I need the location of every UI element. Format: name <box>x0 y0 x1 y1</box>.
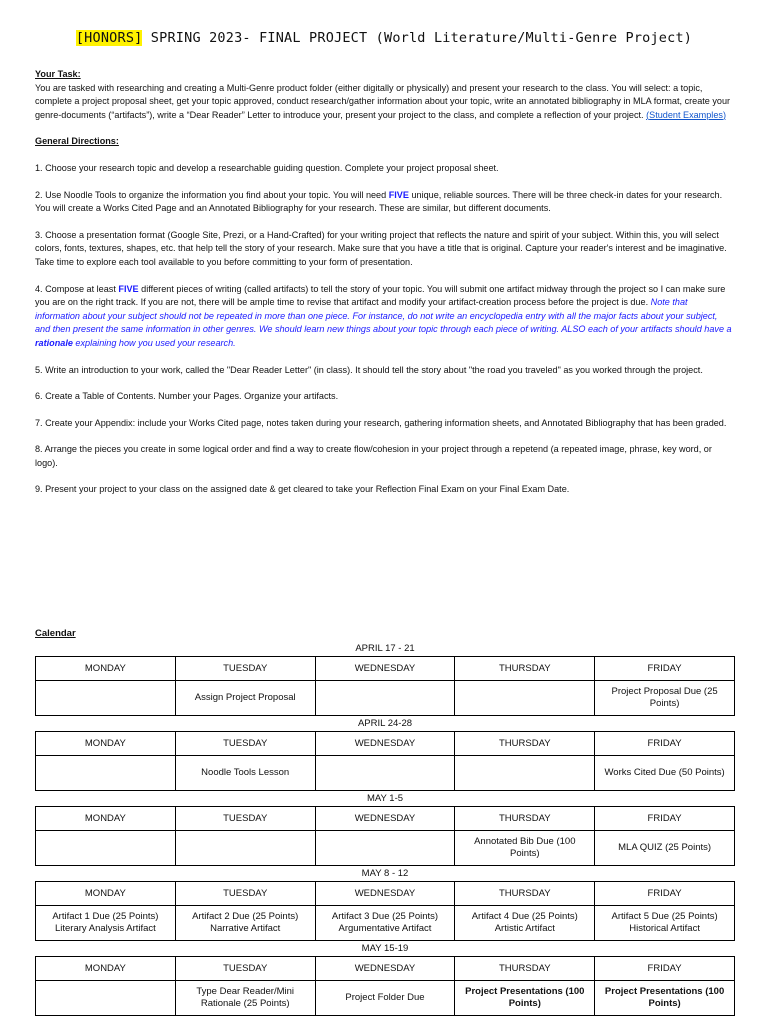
weekday-cell: TUESDAY <box>175 657 315 681</box>
task-heading: Your Task: <box>35 69 81 79</box>
direction-6: 6. Create a Table of Contents. Number your Pages. Organize your artifacts. <box>35 391 339 402</box>
task-row <box>36 756 735 791</box>
task-cell: Project Presentations (100 Points) <box>595 981 735 1016</box>
document-body <box>35 68 733 510</box>
link-open-paren: ( <box>646 109 650 120</box>
task-cell <box>36 756 176 791</box>
link-close-paren: ) <box>722 109 726 120</box>
direction-4-emphasis: FIVE <box>118 283 139 294</box>
weekday-row <box>36 807 735 831</box>
weekday-cell: TUESDAY <box>175 807 315 831</box>
weekday-cell: MONDAY <box>36 657 176 681</box>
weekday-cell: THURSDAY <box>455 807 595 831</box>
task-cell: Project Presentations (100 Points) <box>455 981 595 1016</box>
week-label: APRIL 24-28 <box>357 718 413 729</box>
task-cell: Artifact 2 Due (25 Points) Narrative Artifact <box>175 906 315 941</box>
week-label: MAY 8 - 12 <box>361 868 409 879</box>
direction-4-note-text: Note that information about your subject should not be repeated in more than one piece. For instance, do not write an encyclopedia entry with all the major facts about your subject, and then present the same information in other genres. We should learn new things about your topic through each piece of writing. ALSO each of your artifacts should have a <box>35 297 732 335</box>
task-cell <box>175 831 315 866</box>
task-cell: Type Dear Reader/Mini Rationale (25 Points) <box>175 981 315 1016</box>
general-directions-heading: General Directions: <box>35 136 119 147</box>
task-cell: Project Proposal Due (25 Points) <box>595 681 735 716</box>
task-cell <box>36 981 176 1016</box>
direction-4-rationale: rationale <box>35 337 73 348</box>
task-row <box>36 906 735 941</box>
week-label: APRIL 17 - 21 <box>355 643 415 654</box>
task-row <box>36 831 735 866</box>
direction-4-c: different pieces of writing (called artifacts) to tell the story of your topic. You will submit one artifact midway through the project so I can make sure you are on the right track. If you are not, there will be ample time to revise that artifact and modify your artifact-creation process before the project is due. <box>35 283 726 308</box>
task-cell: Project Folder Due <box>315 981 455 1016</box>
week-table <box>35 956 735 1016</box>
document-title <box>0 30 768 46</box>
direction-3: 3. Choose a presentation format (Google Site, Prezi, or a Hand-Crafted) for your writing project that reflects the nature and spirit of your subject. Within this, you will select colors, fonts, textures, shapes, etc. that help tell the story of your research. Make sure that you have a title that is original. Capture your reader's interest and be imaginative. Take time to explore each tool available to you before committing to your form of presentation. <box>35 229 727 267</box>
weekday-cell: FRIDAY <box>595 957 735 981</box>
task-cell: Artifact 3 Due (25 Points) Argumentative Artifact <box>315 906 455 941</box>
weekday-cell: WEDNESDAY <box>315 732 455 756</box>
weekday-cell: TUESDAY <box>175 882 315 906</box>
task-cell <box>315 681 455 716</box>
weekday-cell: FRIDAY <box>595 657 735 681</box>
task-cell: Artifact 4 Due (25 Points) Artistic Artifact <box>455 906 595 941</box>
direction-8: 8. Arrange the pieces you create in some logical order and find a way to create flow/cohesion in your project through a repetend (a repeated image, phrase, key word, or logo). <box>35 444 712 468</box>
weekday-cell: TUESDAY <box>175 957 315 981</box>
task-cell <box>455 756 595 791</box>
weekday-cell: MONDAY <box>36 882 176 906</box>
weekday-cell: WEDNESDAY <box>315 882 455 906</box>
task-cell: MLA QUIZ (25 Points) <box>595 831 735 866</box>
weekday-cell: TUESDAY <box>175 732 315 756</box>
weekday-cell: WEDNESDAY <box>315 957 455 981</box>
weekday-row <box>36 882 735 906</box>
task-cell: Artifact 5 Due (25 Points) Historical Artifact <box>595 906 735 941</box>
task-text: You are tasked with researching and creating a Multi-Genre product folder (either digitally or physically) and present your research to the class. You will select: a topic, complete a project proposal sheet, get your topic approved, conduct research/gather information about your topic, write an annotated bibliography in MLA format, create your genre-documents (“artifacts”), write a “Dear Reader” Letter to introduce your, present your project to the class, and complete a reflection of your project. <box>35 82 731 120</box>
weekday-row <box>36 657 735 681</box>
task-cell <box>455 681 595 716</box>
direction-5: 5. Write an introduction to your work, called the "Dear Reader Letter" (in class). It should tell the story about "the road you traveled" as you worked through the project. <box>35 364 703 375</box>
direction-9: 9. Present your project to your class on the assigned date & get cleared to take your Reflection Final Exam on your Final Exam Date. <box>35 484 570 495</box>
week-table <box>35 656 735 716</box>
weekday-cell: FRIDAY <box>595 882 735 906</box>
weekday-row <box>36 732 735 756</box>
weekday-cell: WEDNESDAY <box>315 807 455 831</box>
weekday-cell: THURSDAY <box>455 957 595 981</box>
task-row <box>36 981 735 1016</box>
direction-2-emphasis: FIVE <box>388 189 409 200</box>
week-label: MAY 15-19 <box>361 943 409 954</box>
week-table <box>35 881 735 941</box>
calendar-heading: Calendar <box>35 628 76 639</box>
weekday-cell: MONDAY <box>36 957 176 981</box>
week-table <box>35 731 735 791</box>
weekday-cell: FRIDAY <box>595 732 735 756</box>
task-cell <box>315 831 455 866</box>
weekday-cell: THURSDAY <box>455 657 595 681</box>
task-paragraph <box>35 82 733 123</box>
task-cell: Artifact 1 Due (25 Points) Literary Analysis Artifact <box>36 906 176 941</box>
weekday-cell: THURSDAY <box>455 732 595 756</box>
direction-2-a: 2. Use Noodle Tools to organize the information you find about your topic. You will need <box>35 189 389 200</box>
task-cell: Works Cited Due (50 Points) <box>595 756 735 791</box>
task-cell: Noodle Tools Lesson <box>175 756 315 791</box>
task-row <box>36 681 735 716</box>
direction-1: 1. Choose your research topic and develop a researchable guiding question. Complete your project proposal sheet. <box>35 162 499 173</box>
task-cell <box>36 681 176 716</box>
weekday-cell: FRIDAY <box>595 807 735 831</box>
weekday-row <box>36 957 735 981</box>
title-highlight: [HONORS] <box>75 30 143 46</box>
weekday-cell: THURSDAY <box>455 882 595 906</box>
task-cell: Assign Project Proposal <box>175 681 315 716</box>
task-cell <box>315 756 455 791</box>
weekday-cell: MONDAY <box>36 807 176 831</box>
weekday-cell: WEDNESDAY <box>315 657 455 681</box>
direction-4-note-end: explaining how you used your research. <box>72 337 236 348</box>
direction-7: 7. Create your Appendix: include your Works Cited page, notes taken during your research, gathering information sheets, and Annotated Bibliography that has been graded. <box>35 417 727 428</box>
direction-4 <box>35 283 733 351</box>
student-examples-link[interactable] <box>646 110 726 120</box>
title-text: SPRING 2023- FINAL PROJECT (World Literature/Multi-Genre Project) <box>142 30 693 46</box>
weekday-cell: MONDAY <box>36 732 176 756</box>
task-cell <box>36 831 176 866</box>
direction-4-a: 4. Compose at least <box>35 283 119 294</box>
calendar-section <box>35 628 735 1016</box>
task-cell: Annotated Bib Due (100 Points) <box>455 831 595 866</box>
week-table <box>35 806 735 866</box>
week-label: MAY 1-5 <box>366 793 404 804</box>
direction-2-c: unique, reliable sources. There will be three check-in dates for your research. You will create a Works Cited Page and an Annotated Bibliography for your research. These are similar, but different documents. <box>35 189 723 214</box>
link-label: Student Examples <box>649 109 723 120</box>
direction-2 <box>35 189 733 216</box>
